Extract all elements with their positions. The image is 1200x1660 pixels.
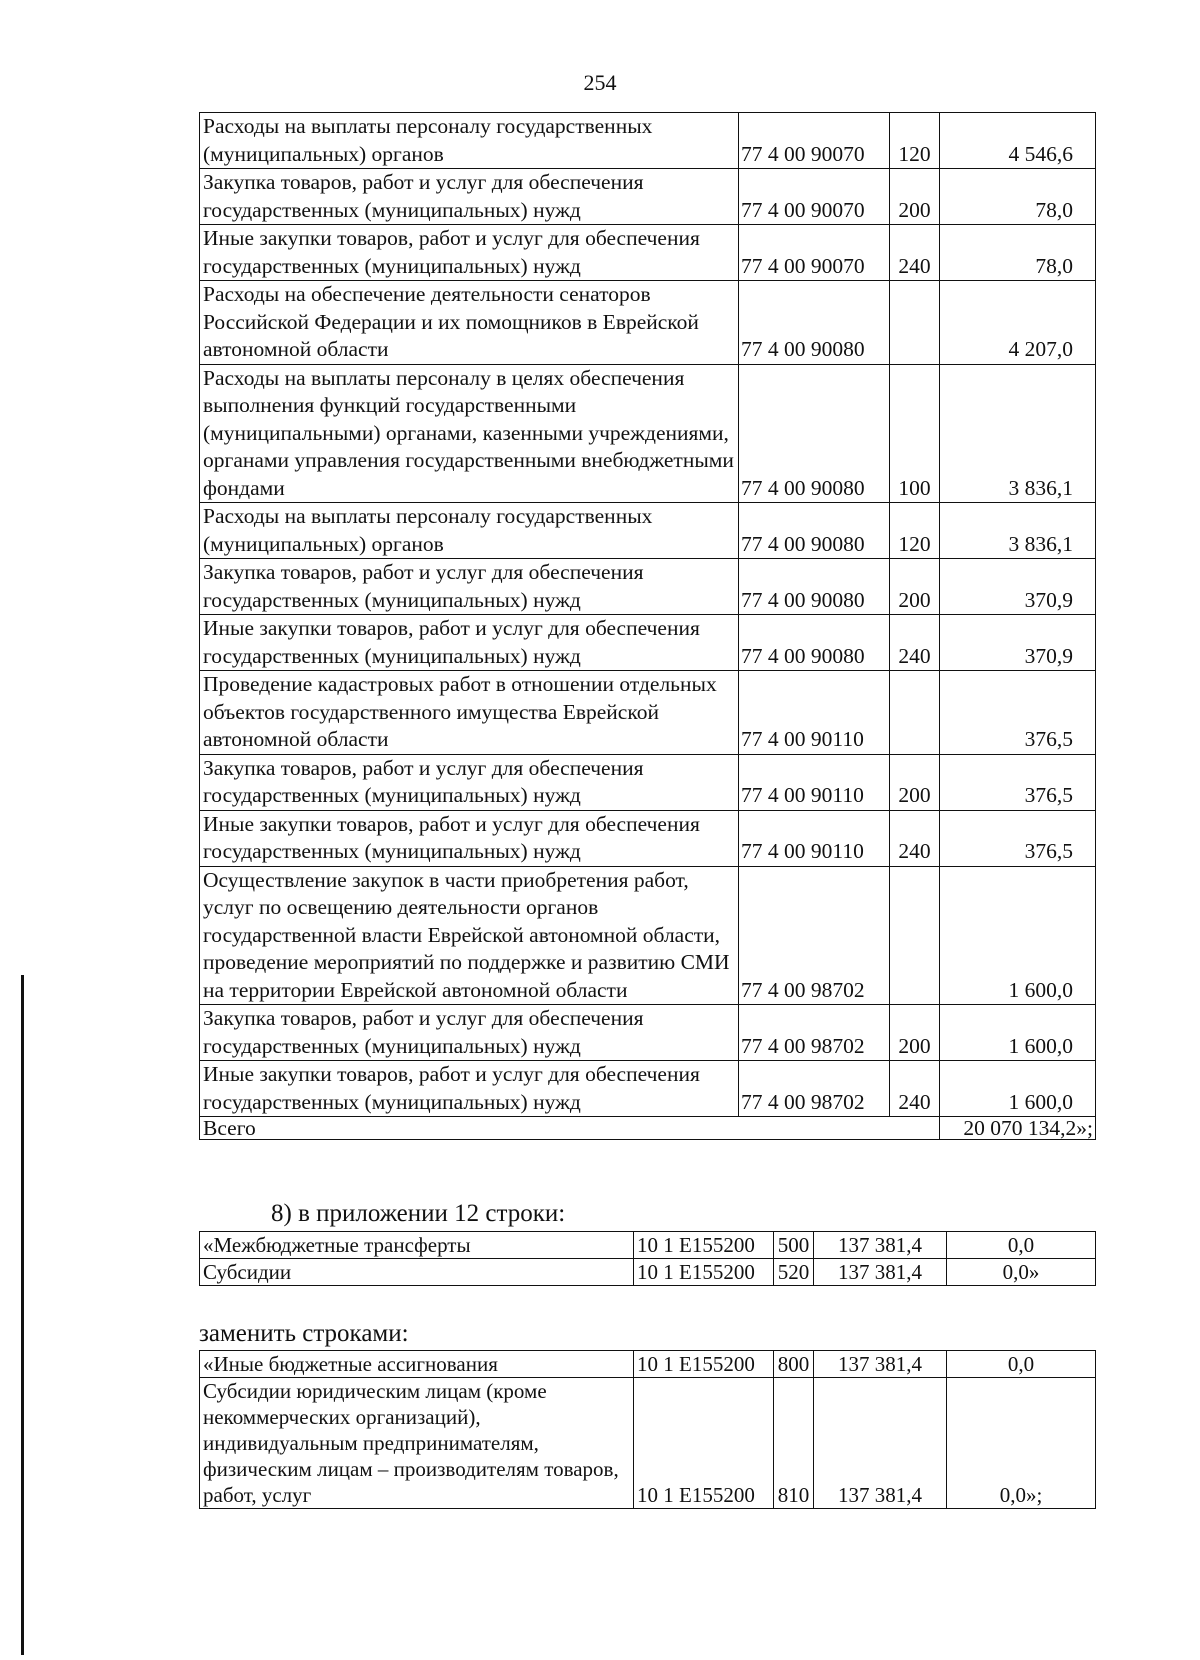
expense-description: Закупка товаров, работ и услуг для обеспечения государственных (муниципальных) нужд <box>200 754 739 810</box>
table-row <box>200 1259 1096 1286</box>
expense-type-code: 100 <box>890 364 940 503</box>
amount-value: 78,0 <box>940 169 1096 225</box>
expense-type-code: 520 <box>774 1259 814 1286</box>
table-row <box>200 503 1096 559</box>
amount-value: 1 600,0 <box>940 866 1096 1005</box>
expense-type-code: 200 <box>890 559 940 615</box>
amount-value: 4 546,6 <box>940 113 1096 169</box>
expense-description: Закупка товаров, работ и услуг для обеспечения государственных (муниципальных) нужд <box>200 559 739 615</box>
expense-type-code: 800 <box>774 1351 814 1378</box>
expense-type-code: 240 <box>890 810 940 866</box>
expense-type-code: 200 <box>890 754 940 810</box>
expenditure-table <box>199 112 1096 1140</box>
target-article-code: 10 1 Е155200 <box>634 1232 774 1259</box>
total-row <box>200 1117 1096 1140</box>
table-row <box>200 225 1096 281</box>
page-number: 254 <box>583 70 617 95</box>
expense-type-code <box>890 281 940 365</box>
target-article-code: 77 4 00 90110 <box>739 754 890 810</box>
expense-type-code: 120 <box>890 503 940 559</box>
expense-description: Расходы на выплаты персоналу в целях обеспечения выполнения функций государственными (муниципальными) органами, казенными учреждениями, органами управления государственными внебюджетными фондами <box>200 364 739 503</box>
expense-description: Расходы на выплаты персоналу государственных (муниципальных) органов <box>200 113 739 169</box>
expense-description: Расходы на обеспечение деятельности сенаторов Российской Федерации и их помощников в Еврейской автономной области <box>200 281 739 365</box>
expense-description: Закупка товаров, работ и услуг для обеспечения государственных (муниципальных) нужд <box>200 1005 739 1061</box>
section-8-heading: 8) в приложении 12 строки: <box>271 1200 566 1227</box>
target-article-code: 10 1 Е155200 <box>634 1259 774 1286</box>
expense-description: Иные закупки товаров, работ и услуг для обеспечения государственных (муниципальных) нужд <box>200 615 739 671</box>
amount-value: 4 207,0 <box>940 281 1096 365</box>
target-article-code: 77 4 00 90070 <box>739 113 890 169</box>
target-article-code: 10 1 Е155200 <box>634 1378 774 1509</box>
amount-first-year: 137 381,4 <box>814 1351 947 1378</box>
amount-value: 78,0 <box>940 225 1096 281</box>
appendix-12-new-rows-body <box>200 1351 1096 1509</box>
target-article-code: 77 4 00 90110 <box>739 810 890 866</box>
amount-value: 376,5 <box>940 671 1096 755</box>
expense-description: Осуществление закупок в части приобретения работ, услуг по освещению деятельности органов государственной власти Еврейской автономной области, проведение мероприятий по поддержке и развитию СМИ на территории Еврейской автономной области <box>200 866 739 1005</box>
target-article-code: 77 4 00 98702 <box>739 866 890 1005</box>
amount-second-year: 0,0 <box>947 1232 1096 1259</box>
table-row <box>200 615 1096 671</box>
expense-type-code: 200 <box>890 1005 940 1061</box>
expense-type-code: 240 <box>890 225 940 281</box>
table-row <box>200 281 1096 365</box>
amount-second-year: 0,0»; <box>947 1378 1096 1509</box>
expense-description: Закупка товаров, работ и услуг для обеспечения государственных (муниципальных) нужд <box>200 169 739 225</box>
amount-value: 376,5 <box>940 810 1096 866</box>
expense-description: Расходы на выплаты персоналу государственных (муниципальных) органов <box>200 503 739 559</box>
expense-type-code: 810 <box>774 1378 814 1509</box>
amount-value: 376,5 <box>940 754 1096 810</box>
table-row <box>200 810 1096 866</box>
amount-value: 3 836,1 <box>940 503 1096 559</box>
target-article-code: 77 4 00 90110 <box>739 671 890 755</box>
amount-first-year: 137 381,4 <box>814 1378 947 1509</box>
table-row <box>200 1378 1096 1509</box>
target-article-code: 10 1 Е155200 <box>634 1351 774 1378</box>
expense-type-code: 240 <box>890 1061 940 1117</box>
appendix-12-old-rows-body <box>200 1232 1096 1286</box>
target-article-code: 77 4 00 90080 <box>739 364 890 503</box>
amount-first-year: 137 381,4 <box>814 1259 947 1286</box>
table-row <box>200 754 1096 810</box>
target-article-code: 77 4 00 90080 <box>739 281 890 365</box>
amount-value: 1 600,0 <box>940 1061 1096 1117</box>
replacement-heading: заменить строками: <box>199 1320 409 1347</box>
appendix-12-old-rows-table <box>199 1231 1096 1286</box>
table-row <box>200 866 1096 1005</box>
amount-second-year: 0,0 <box>947 1351 1096 1378</box>
target-article-code: 77 4 00 90080 <box>739 559 890 615</box>
left-margin-rule <box>21 975 24 1655</box>
table-row <box>200 364 1096 503</box>
expense-description: Иные закупки товаров, работ и услуг для обеспечения государственных (муниципальных) нужд <box>200 1061 739 1117</box>
amount-value: 3 836,1 <box>940 364 1096 503</box>
table-row <box>200 169 1096 225</box>
line-description: «Иные бюджетные ассигнования <box>200 1351 634 1378</box>
expense-type-code: 500 <box>774 1232 814 1259</box>
total-label: Всего <box>200 1117 940 1140</box>
amount-value: 1 600,0 <box>940 1005 1096 1061</box>
expense-description: Проведение кадастровых работ в отношении отдельных объектов государственного имущества Еврейской автономной области <box>200 671 739 755</box>
target-article-code: 77 4 00 90080 <box>739 615 890 671</box>
total-amount: 20 070 134,2»; <box>940 1117 1096 1140</box>
table-row <box>200 1005 1096 1061</box>
table-row <box>200 1351 1096 1378</box>
expense-type-code <box>890 866 940 1005</box>
amount-value: 370,9 <box>940 615 1096 671</box>
line-description: Субсидии <box>200 1259 634 1286</box>
line-description: Субсидии юридическим лицам (кроме некоммерческих организаций), индивидуальным предпринимателям, физическим лицам – производителям товаров, работ, услуг <box>200 1378 634 1509</box>
expense-type-code: 120 <box>890 113 940 169</box>
table-row <box>200 1061 1096 1117</box>
amount-second-year: 0,0» <box>947 1259 1096 1286</box>
amount-first-year: 137 381,4 <box>814 1232 947 1259</box>
target-article-code: 77 4 00 98702 <box>739 1005 890 1061</box>
table-row <box>200 559 1096 615</box>
expense-type-code: 200 <box>890 169 940 225</box>
amount-value: 370,9 <box>940 559 1096 615</box>
expense-description: Иные закупки товаров, работ и услуг для обеспечения государственных (муниципальных) нужд <box>200 225 739 281</box>
target-article-code: 77 4 00 90070 <box>739 225 890 281</box>
table-row <box>200 113 1096 169</box>
line-description: «Межбюджетные трансферты <box>200 1232 634 1259</box>
expense-type-code: 240 <box>890 615 940 671</box>
appendix-12-new-rows-table <box>199 1350 1096 1509</box>
expenditure-table-body <box>200 113 1096 1140</box>
table-row <box>200 671 1096 755</box>
target-article-code: 77 4 00 90080 <box>739 503 890 559</box>
target-article-code: 77 4 00 90070 <box>739 169 890 225</box>
target-article-code: 77 4 00 98702 <box>739 1061 890 1117</box>
expense-type-code <box>890 671 940 755</box>
table-row <box>200 1232 1096 1259</box>
expense-description: Иные закупки товаров, работ и услуг для обеспечения государственных (муниципальных) нужд <box>200 810 739 866</box>
